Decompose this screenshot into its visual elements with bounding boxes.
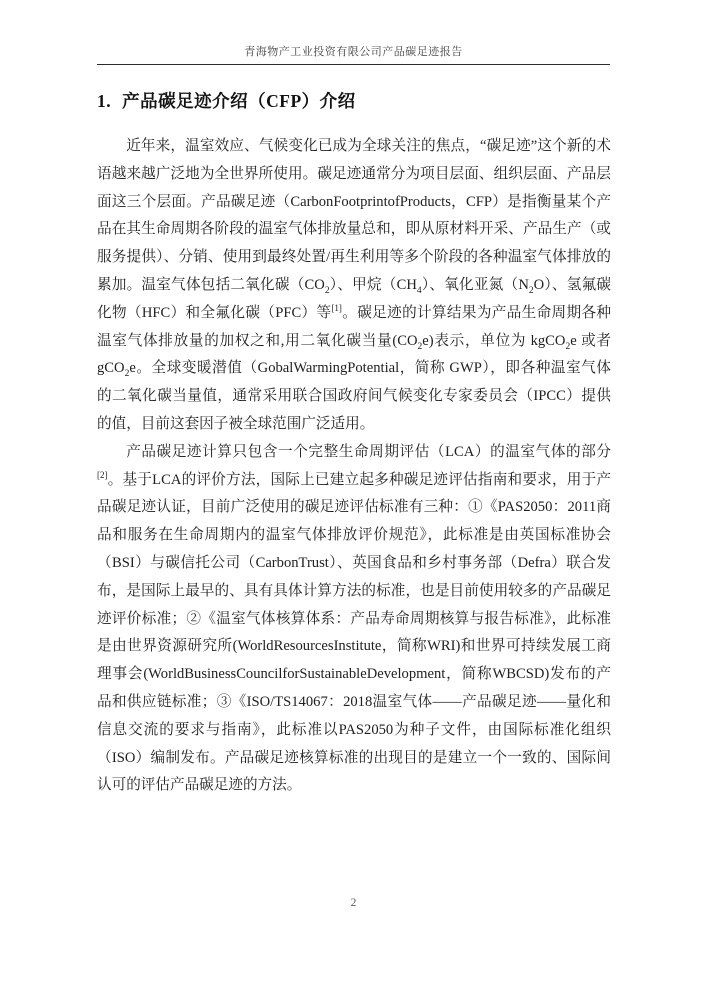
page-header [97, 45, 610, 65]
paragraph-1: 近年来，温室效应、气候变化已成为全球关注的焦点，“碳足迹”这个新的术语越来越广泛地为全世界所使用。碳足迹通常分为项目层面、组织层面、产品层面这三个层面。产品碳足迹（CarbonFootprintofProducts，CFP）是指衡量某个产品在其生命周期各阶段的温室气体排放量总和，即从原材料开采、产品生产（或服务提供）、分销、使用到最终处置/再生利用等多个阶段的各种温室气体排放的累加。温室气体包括二氧化碳$(CO_2)$、甲烷$(CH_4)$、氧化亚氮$(N_2O)$、氢氟碳化物（HFC）和全氟化碳（PFC）等[1]。碳足迹的计算结果为产品生命周期各种温室气体排放量的加权之和,用二氧化碳当量$(CO_2e)$表示，单位为 kgCO$_2$e 或者 gCO$_2$e。全球变暖潜值（GobalWarmingPotential，简称 GWP），即各种温室气体的二氧化碳当量值，通常采用联合国政府间气候变化专家委员会（IPCC）提供的值，目前这套因子被全球范围广泛适用。 [97, 138, 611, 432]
document-body [97, 133, 611, 800]
page-number: 2 [350, 897, 357, 909]
section-heading [97, 90, 610, 112]
header-title: 青海物产工业投资有限公司产品碳足迹报告 [244, 46, 463, 58]
paragraph-2: 产品碳足迹计算只包含一个完整生命周期评估（LCA）的温室气体的部分[2]。基于LCA的评价方法，国际上已建立起多种碳足迹评估指南和要求，用于产品碳足迹认证，目前广泛使用的碳足迹评估标准有三种：①《PAS2050：2011商品和服务在生命周期内的温室气体排放评价规范》，此标准是由英国标准协会（BSI）与碳信托公司（CarbonTrust）、英国食品和乡村事务部（Defra）联合发布，是国际上最早的、具有具体计算方法的标准，也是目前使用较多的产品碳足迹评价标准；②《温室气体核算体系：产品寿命周期核算与报告标准》，此标准是由世界资源研究所(WorldResourcesInstitute，简称WRI)和世界可持续发展工商理事会(WorldBusinessCouncilforSustainableDevelopment，简称WBCSD)发布的产品和供应链标准；③《ISO/TS14067：2018温室气体——产品碳足迹——量化和信息交流的要求与指南》，此标准以PAS2050为种子文件，由国际标准化组织（ISO）编制发布。产品碳足迹核算标准的出现目的是建立一个一致的、国际间认可的评估产品碳足迹的方法。 [97, 443, 611, 794]
section-number: 1. [97, 91, 112, 111]
section-title-text: 产品碳足迹介绍（CFP）介绍 [122, 91, 356, 111]
